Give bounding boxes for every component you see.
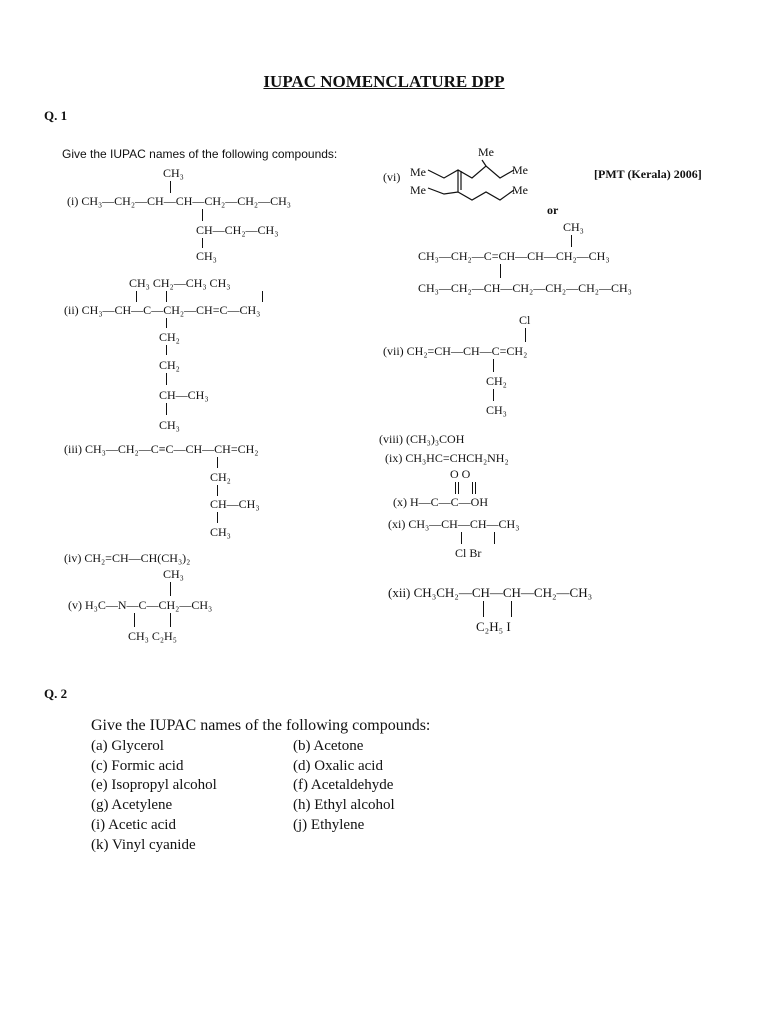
compound-ix: (ix) CH₃HC=CHCH₂NH₂ [385,451,509,465]
compound-v-main: (v) H₃C—N—C—CH₂—CH₃ [68,598,213,612]
compound-ii-chain-3: CH—CH₃ [159,388,209,402]
compound-vi-alt-line-2: CH₃—CH₂—CH—CH₂—CH₂—CH₂—CH₃ [418,281,632,295]
compound-i-top: CH₃ [163,166,184,180]
compound-ii-chain-4: CH₃ [159,418,180,432]
compound-ii-chain-2: CH₂ [159,358,180,372]
compound-vi-label: (vi) [383,170,401,184]
compound-viii: (viii) (CH₃)₃COH [379,432,465,446]
compound-v-bottom: CH₃ C₂H₅ [128,629,177,643]
compound-vii-main: (vii) CH₂=CH—CH—C=CH₂ [383,344,528,358]
compound-vi-citation: [PMT (Kerala) 2006] [594,167,702,181]
compound-xii-bottom: C₂H₅ I [476,619,511,634]
compound-i-branch: CH—CH₂—CH₃ [196,223,279,237]
compound-v-top: CH₃ [163,567,184,581]
q2-item-h: (h) Ethyl alcohol [293,797,395,813]
question-1-label: Q. 1 [44,108,68,123]
compound-iii-chain-1: CH₂ [210,470,231,484]
compound-vi-me-left-2: Me [410,183,426,197]
q2-item-a: (a) Glycerol [91,738,164,754]
compound-vi-me-right-2: Me [512,183,528,197]
compound-vii-top: Cl [519,313,531,327]
q2-item-d: (d) Oxalic acid [293,758,383,774]
q2-item-i: (i) Acetic acid [91,817,176,833]
q2-item-c: (c) Formic acid [91,758,184,774]
compound-xi-bottom: Cl Br [455,546,482,560]
compound-vi-me-left-1: Me [410,165,426,179]
compound-i-main: (i) CH₃—CH₂—CH—CH—CH₂—CH₂—CH₃ [67,194,291,208]
compound-vi-skeletal-structure [424,156,520,208]
q2-item-j: (j) Ethylene [293,817,365,833]
question-2-label: Q. 2 [44,686,68,701]
compound-i-bottom: CH₃ [196,249,217,263]
compound-xi-main: (xi) CH₃—CH—CH—CH₃ [388,517,520,531]
q2-item-g: (g) Acetylene [91,797,173,813]
question-2-intro: Give the IUPAC names of the following compounds: [91,717,431,734]
compound-vi-or: or [547,203,559,217]
q2-item-b: (b) Acetone [293,738,364,754]
compound-vii-chain-2: CH₃ [486,403,507,417]
question-1-intro: Give the IUPAC names of the following compounds: [62,147,338,161]
compound-ii-main: (ii) CH₃—CH—C—CH₂—CH=C—CH₃ [64,303,261,317]
compound-ii-chain-1: CH₂ [159,330,180,344]
compound-iii-chain-2: CH—CH₃ [210,497,260,511]
q2-item-f: (f) Acetaldehyde [293,777,394,793]
compound-x-top: O O [450,467,471,481]
compound-xii-main: (xii) CH₃CH₂—CH—CH—CH₂—CH₃ [388,585,593,600]
compound-ii-top: CH₃ CH₂—CH₃ CH₃ [129,276,231,290]
q2-item-k: (k) Vinyl cyanide [91,837,196,853]
q2-item-e: (e) Isopropyl alcohol [91,777,217,793]
compound-vi-alt-line-1: CH₃—CH₂—C=CH—CH—CH₂—CH₃ [418,249,610,263]
compound-vi-me-right-1: Me [512,163,528,177]
compound-vi-alt-top: CH₃ [563,220,584,234]
compound-iii-chain-3: CH₃ [210,525,231,539]
compound-vi-me-top: Me [478,145,494,159]
compound-iv: (iv) CH₂=CH—CH(CH₃)₂ [64,551,191,565]
compound-iii-main: (iii) CH₃—CH₂—C≡C—CH—CH=CH₂ [64,442,259,456]
compound-vii-chain-1: CH₂ [486,374,507,388]
compound-x-main: (x) H—C—C—OH [393,495,488,509]
page-title: IUPAC NOMENCLATURE DPP [263,72,505,91]
